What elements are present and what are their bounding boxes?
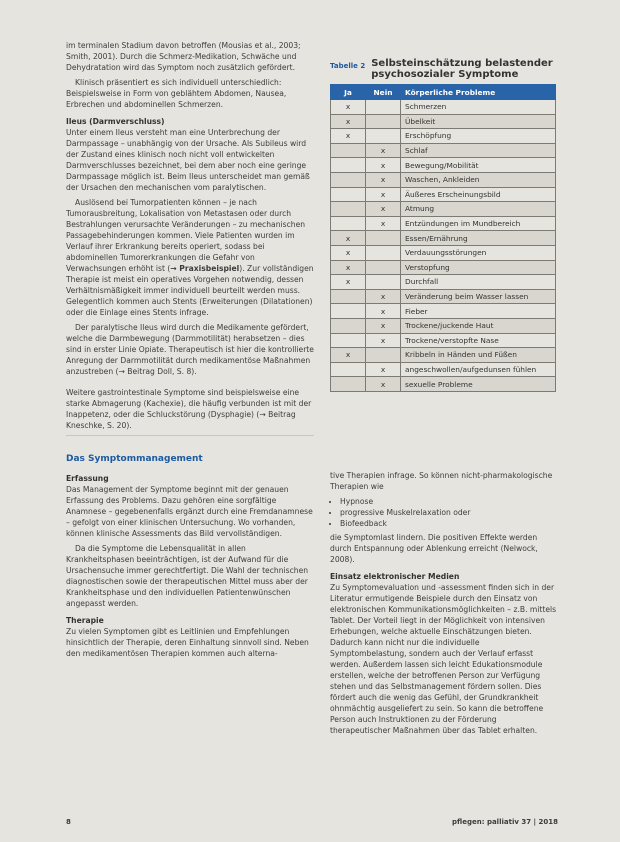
cell-nein [366, 260, 401, 275]
col-header-ja: Ja [331, 85, 366, 100]
therapie-heading: Therapie [66, 616, 104, 625]
cell-nein [366, 231, 401, 246]
cell-ja [331, 158, 366, 173]
cell-ja [331, 362, 366, 377]
cell-problem: Schmerzen [401, 100, 556, 115]
table-caption [330, 58, 556, 80]
table-row [331, 172, 556, 187]
erfassung-paragraph-1: Das Management der Symptome beginnt mit der genauen Erfassung des Problems. Dazu gehören eine sorgfältige Anamnese – gegebenenfalls ergänzt durch eine Fremdanamnese – gefolgt von einer klinischen Untersuchung. Wo vorhanden, können klinische Assessments das Bild vervollständigen. [66, 485, 313, 538]
praxisbeispiel-reference: → Praxisbeispiel [170, 264, 240, 273]
cell-problem: Veränderung beim Wasser lassen [401, 289, 556, 304]
cell-nein: x [366, 202, 401, 217]
cell-problem: Übelkeit [401, 114, 556, 129]
right-paragraph-after: die Symptomlast lindern. Die positiven Effekte werden durch Entspannung oder Ablenkung erreicht (Nelwock, 2008). [330, 533, 538, 564]
table-row [331, 260, 556, 275]
cell-problem: Atmung [401, 202, 556, 217]
journal-footer: pflegen: palliativ 37 | 2018 [452, 818, 558, 826]
bullet-item: • Hypnose [340, 496, 558, 507]
table-row [331, 245, 556, 260]
table-title: Selbsteinschätzung belastender psychosozialer Symptome [371, 58, 553, 80]
table-row [331, 143, 556, 158]
elektronische-medien-heading: Einsatz elektronischer Medien [330, 572, 460, 581]
cell-nein: x [366, 216, 401, 231]
paragraph-weitere-symptome: Weitere gastrointestinale Symptome sind beispielsweise eine starke Abmagerung (Kachexie), die häufig verbunden ist mit der Inappetenz, oder die Schluckstörung (Dysphagie) (→ Beitrag Kneschke, S. 20). [66, 388, 312, 430]
section-divider [66, 435, 314, 436]
cell-problem: angeschwollen/aufgedunsen fühlen [401, 362, 556, 377]
cell-nein: x [366, 289, 401, 304]
cell-ja: x [331, 100, 366, 115]
table-row [331, 289, 556, 304]
cell-ja [331, 377, 366, 392]
ileus-paragraph-2 [66, 197, 314, 318]
cell-nein: x [366, 172, 401, 187]
cell-nein [366, 275, 401, 290]
ileus-paragraph-1: Unter einem Ileus versteht man eine Unterbrechung der Darmpassage – unabhängig von der Ursache. Als Subileus wird der Zustand eines klinisch noch nicht voll entwickelten Darmverschlusses bezeichnet, bei dem aber noch eine geringe Darmpassage möglich ist. Beim Ileus unterscheidet man gemäß der Ursachen den mechanischen vom paralytischen. [66, 128, 310, 192]
cell-ja: x [331, 129, 366, 144]
cell-ja [331, 333, 366, 348]
right-paragraph-intro: tive Therapien infrage. So können nicht-pharmakologische Therapien wie [330, 471, 553, 491]
cell-problem: Fieber [401, 304, 556, 319]
ileus-paragraph-3: Der paralytische Ileus wird durch die Medikamente gefördert, welche die Darmbewegung (Darmmotilität) herabsetzen – dies sind in erster Linie Opiate. Therapeutisch ist hier die kontrollierte Anregung der Darmmotilität durch medikamentöse Maßnahmen anzustreben (→ Beitrag Doll, S. 8). [66, 323, 314, 376]
page-number: 8 [66, 818, 71, 826]
table-row [331, 216, 556, 231]
cell-ja [331, 216, 366, 231]
right-column [330, 470, 558, 740]
cell-ja [331, 289, 366, 304]
table-row [331, 275, 556, 290]
cell-nein: x [366, 333, 401, 348]
cell-nein: x [366, 304, 401, 319]
cell-nein: x [366, 362, 401, 377]
cell-nein: x [366, 318, 401, 333]
table-row [331, 231, 556, 246]
table-row [331, 129, 556, 144]
cell-problem: Essen/Ernährung [401, 231, 556, 246]
table-row [331, 362, 556, 377]
elektronische-medien-paragraph: Zu Symptomevaluation und -assessment finden sich in der Literatur ermutigende Beispiele durch den Einsatz von elektronischen Kommunikationsmöglichkeiten – z.B. mittels Tablet. Der Vorteil liegt in der Möglichkeit von intensiven Erhebungen, welche aktuelle Einschätzungen bieten. Dadurch kann nicht nur die individuelle Symptombelastung, sondern auch der Verlauf erfasst werden. Außerdem lassen sich leicht Edukationsmodule erstellen, welche der betroffenen Person zur Verfügung stehen und das Selbstmanagement fördern sollen. Dies fördert auch die wenig das Gefühl, der Grundkrankheit ohnmächtig ausgeliefert zu sein. So kann die betroffene Person auch Instruktionen zu der Förderung therapeutischer Maßnahmen über das Tablet erhalten. [330, 583, 557, 735]
cell-problem: Entzündungen im Mundbereich [401, 216, 556, 231]
symptom-table-block [330, 58, 556, 392]
therapy-bullet-list [330, 496, 558, 529]
table-row [331, 114, 556, 129]
cell-nein [366, 100, 401, 115]
cell-ja [331, 202, 366, 217]
cell-problem: Kribbeln in Händen und Füßen [401, 348, 556, 363]
table-row [331, 158, 556, 173]
bullet-item: • progressive Muskelrelaxation oder [340, 507, 558, 518]
erfassung-paragraph-2: Da die Symptome die Lebensqualität in allen Krankheitsphasen beeinträchtigen, ist der Aufwand für die Ursachensuche immer gerechtfertigt. Die Wahl der technischen diagnostischen sowie der therapeutischen Mittel muss aber der Krankheitsphase und den individuellen Patientenwünschen angepasst werden. [66, 544, 309, 608]
table-row [331, 348, 556, 363]
section-heading-symptommanagement: Das Symptommanagement [66, 454, 203, 464]
table-row [331, 333, 556, 348]
cell-ja: x [331, 231, 366, 246]
table-row [331, 377, 556, 392]
cell-ja [331, 172, 366, 187]
ileus-paragraph-2-text-a: Auslösend bei Tumorpatienten können – je nach Tumorausbreitung, Lokalisation von Metastasen oder durch Bestrahlungen verursachte Veränderungen – zu mechanischen Passagebehinderungen kommen. Viele Patienten wurden im Verlauf ihrer Erkrankung bereits operiert, sodass bei abdominellen Tumorerkrankungen die Gefahr von Verwachsungen erhöht ist ( [66, 198, 306, 273]
table-row [331, 318, 556, 333]
paragraph-top: im terminalen Stadium davon betroffen (Mousias et al., 2003; Smith, 2001). Durch die Schmerz-Medikation, Schwäche und Dehydratation wird das Symptom noch zusätzlich gefördert. [66, 41, 301, 72]
table-body [331, 100, 556, 392]
cell-problem: Verstopfung [401, 260, 556, 275]
cell-ja [331, 187, 366, 202]
cell-ja: x [331, 348, 366, 363]
cell-ja: x [331, 114, 366, 129]
therapie-paragraph: Zu vielen Symptomen gibt es Leitlinien und Empfehlungen hinsichtlich der Therapie, deren Einhaltung sinnvoll sind. Neben den medikamentösen Therapien kommen auch alterna- [66, 627, 309, 658]
cell-problem: Äußeres Erscheinungsbild [401, 187, 556, 202]
cell-problem: Durchfall [401, 275, 556, 290]
ileus-paragraph-2-text-b: ). Zur vollständigen Therapie ist meist ein operatives Vorgehen notwendig, dessen Verhältnismäßigkeit immer individuell beurteilt werden muss. Gelegentlich kommen auch Stents (Erweiterungen (Dilatationen) oder die Einlage eines Stents infrage. [66, 264, 314, 317]
table-header-row [331, 85, 556, 100]
cell-nein [366, 348, 401, 363]
cell-nein: x [366, 187, 401, 202]
cell-ja: x [331, 260, 366, 275]
table-label: Tabelle 2 [330, 62, 366, 70]
cell-ja [331, 304, 366, 319]
cell-problem: Bewegung/Mobilität [401, 158, 556, 173]
cell-ja: x [331, 245, 366, 260]
ileus-heading: Ileus (Darmverschluss) [66, 117, 165, 126]
paragraph-intro: Klinisch präsentiert es sich individuell unterschiedlich: Beispielsweise in Form von geblähtem Abdomen, Nausea, Erbrechen und abdominellen Schmerzen. [66, 78, 287, 109]
cell-nein [366, 129, 401, 144]
cell-nein [366, 114, 401, 129]
cell-problem: Schlaf [401, 143, 556, 158]
cell-ja [331, 143, 366, 158]
cell-problem: sexuelle Probleme [401, 377, 556, 392]
cell-ja [331, 318, 366, 333]
cell-nein: x [366, 158, 401, 173]
cell-problem: Verdauungsstörungen [401, 245, 556, 260]
cell-problem: Trockene/verstopfte Nase [401, 333, 556, 348]
cell-problem: Trockene/juckende Haut [401, 318, 556, 333]
cell-nein: x [366, 143, 401, 158]
symptom-table [330, 84, 556, 392]
cell-problem: Waschen, Ankleiden [401, 172, 556, 187]
cell-problem: Erschöpfung [401, 129, 556, 144]
cell-nein: x [366, 377, 401, 392]
col-header-nein: Nein [366, 85, 401, 100]
left-column [66, 40, 314, 663]
erfassung-heading: Erfassung [66, 474, 109, 483]
table-row [331, 202, 556, 217]
table-row [331, 100, 556, 115]
cell-ja: x [331, 275, 366, 290]
col-header-problem: Körperliche Probleme [401, 85, 556, 100]
table-row [331, 304, 556, 319]
table-row [331, 187, 556, 202]
bullet-item: • Biofeedback [340, 518, 558, 529]
cell-nein [366, 245, 401, 260]
